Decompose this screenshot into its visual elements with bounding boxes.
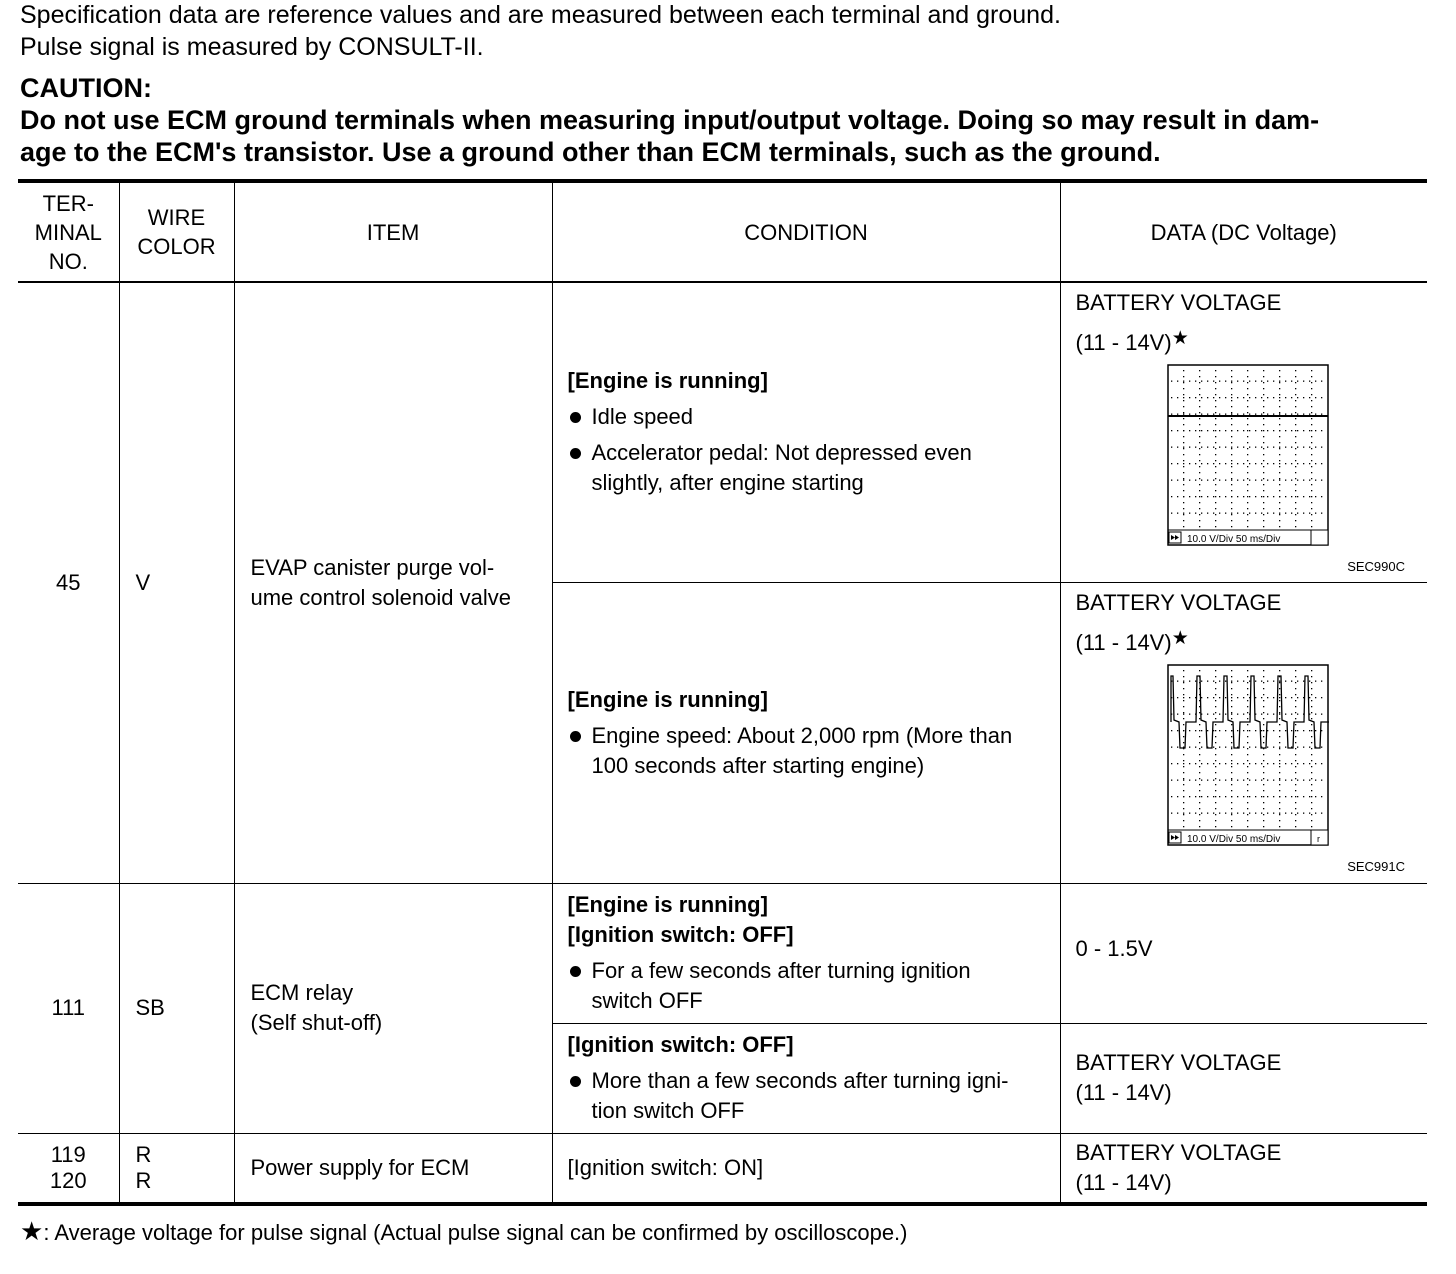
condition-title: [Engine is running] (567, 892, 768, 917)
condition-title: [Engine is running] (567, 686, 768, 712)
item-cell: EVAP canister purge vol- ume control solenoid valve (234, 282, 552, 883)
intro-line-1: Specification data are reference values and are measured between each terminal and ground. (20, 1, 1061, 29)
condition-cell (552, 582, 1060, 883)
condition-title: [Ignition switch: OFF] (567, 922, 794, 947)
data-cell: BATTERY VOLTAGE (11 - 14V) (1060, 1133, 1427, 1204)
star-icon: ★ (1171, 328, 1189, 349)
table-row (18, 1133, 1427, 1204)
svg-text:r: r (1316, 833, 1320, 844)
star-icon: ★ (1171, 627, 1189, 649)
condition-title: [Engine is running] (567, 368, 768, 394)
caution-text (20, 104, 1430, 168)
condition-cell: [Ignition switch: ON] (552, 1133, 1060, 1204)
oscilloscope-waveform-pulse (1167, 664, 1329, 848)
oscilloscope-figure (1076, 658, 1428, 872)
condition-title: [Ignition switch: OFF] (567, 1032, 794, 1057)
star-icon: ★ (20, 1216, 44, 1246)
condition-bullet: For a few seconds after turning ignition switch OFF (568, 956, 1052, 1016)
bullet-icon (570, 448, 581, 459)
condition-bullet: Idle speed (568, 402, 1052, 432)
header-item: ITEM (234, 181, 552, 282)
condition-cell (552, 282, 1060, 582)
data-cell: BATTERY VOLTAGE (11 - 14V)★ 10.0 V/Div 50 ms/Div SEC990C (1060, 282, 1427, 582)
data-cell: BATTERY VOLTAGE (11 - 14V)★ r 10.0 V/Div 50 ms/Div SEC991C (1060, 582, 1427, 883)
wire-color-cell: SB (119, 883, 234, 1133)
bullet-icon (570, 731, 581, 742)
terminal-spec-table (18, 179, 1427, 1206)
figure-id: SEC990C (1347, 559, 1405, 574)
header-data: DATA (DC Voltage) (1060, 181, 1427, 282)
terminal-no-cell: 45 (18, 282, 119, 883)
data-cell: 0 - 1.5V (1060, 883, 1427, 1023)
table-header-row (18, 181, 1427, 282)
table-row (18, 883, 1427, 1023)
caution-line-1: Do not use ECM ground terminals when measuring input/output voltage. Doing so may result in dam- (20, 105, 1320, 135)
header-condition: CONDITION (552, 181, 1060, 282)
terminal-no-cell: 111 (18, 883, 119, 1133)
oscilloscope-figure (1076, 358, 1428, 572)
header-wire-color: WIRE COLOR (119, 181, 234, 282)
caution-title: CAUTION: (20, 73, 152, 103)
item-cell: Power supply for ECM (234, 1133, 552, 1204)
wire-color-cell: V (119, 282, 234, 883)
header-terminal-no: TER- MINAL NO. (18, 181, 119, 282)
caution-line-2: age to the ECM's transistor. Use a ground other than ECM terminals, such as the ground. (20, 137, 1161, 167)
terminal-no-cell: 119 120 (18, 1133, 119, 1204)
figure-id: SEC991C (1347, 858, 1405, 874)
footnote (20, 1216, 908, 1247)
bullet-icon (570, 966, 581, 977)
bullet-icon (570, 1076, 581, 1087)
footnote-text: : Average voltage for pulse signal (Actual pulse signal can be confirmed by oscilloscope.) (43, 1220, 908, 1245)
item-cell: ECM relay (Self shut-off) (234, 883, 552, 1133)
bullet-icon (570, 412, 581, 423)
wire-color-cell: R R (119, 1133, 234, 1204)
condition-cell (552, 1023, 1060, 1133)
condition-bullet: Accelerator pedal: Not depressed even slightly, after engine starting (568, 438, 1052, 498)
table-row (18, 282, 1427, 582)
condition-bullet: Engine speed: About 2,000 rpm (More than 100 seconds after starting engine) (568, 721, 1052, 781)
oscilloscope-waveform-idle (1167, 364, 1329, 548)
scope-scale-label: 10.0 V/Div 50 ms/Div (1186, 833, 1280, 845)
condition-bullet: More than a few seconds after turning igni- tion switch OFF (568, 1066, 1052, 1126)
scope-scale-label: 10.0 V/Div 50 ms/Div (1186, 534, 1280, 545)
intro-line-2: Pulse signal is measured by CONSULT-II. (20, 33, 484, 61)
data-cell: BATTERY VOLTAGE (11 - 14V) (1060, 1023, 1427, 1133)
condition-cell (552, 883, 1060, 1023)
